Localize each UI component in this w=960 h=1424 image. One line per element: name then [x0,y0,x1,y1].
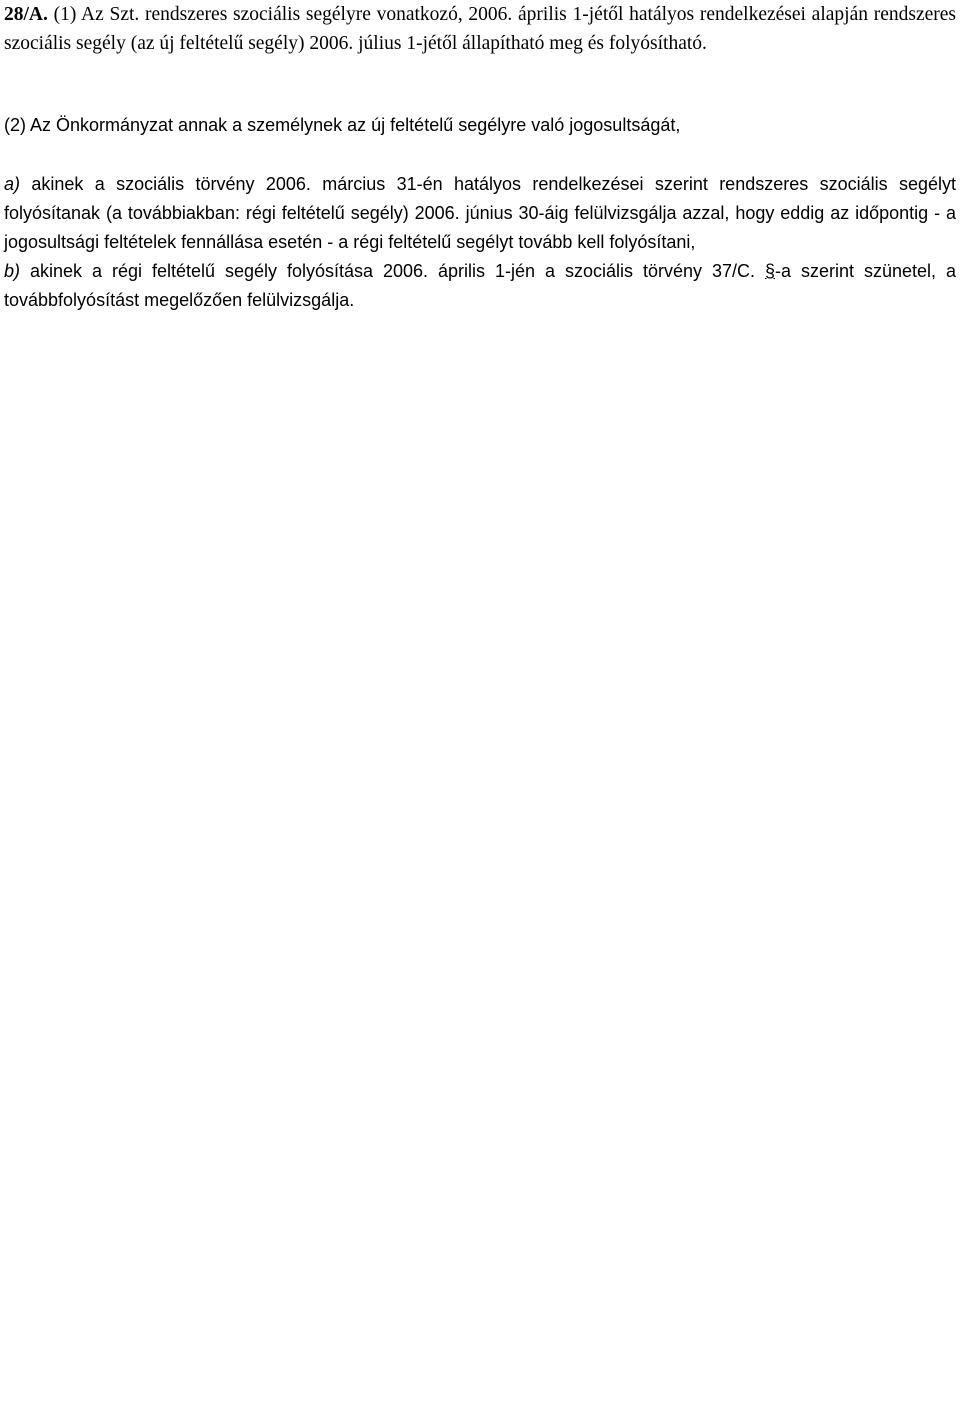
point-b-label: b) [4,261,21,281]
section-28a-paragraph-2: (2) Az Önkormányzat annak a személynek az új feltételű segélyre való jogosultságát, [4,115,681,135]
point-b-text-1: akinek a régi feltételű segély folyósítása 2006. április 1-jén a szociális törvény 37/C. [20,261,765,281]
section-28a-p1-text: (1) Az Szt. rendszeres szociális segélyre vonatkozó, 2006. április 1-jétől hatályos rendelkezései alapján rendszeres szociális segély (az új feltételű segély) 2006. július 1-jétől állapítható meg és folyósítható. [4,4,956,54]
section-28a-points [4,170,956,315]
section-28a-number: 28/A. [4,4,48,25]
section-28a-paragraph-1 [4,0,956,58]
point-a-text: akinek a szociális törvény 2006. március 31-én hatályos rendelkezései szerint rendszeres szociális segélyt folyósítanak (a továbbiakban: régi feltételű segély) 2006. június 30-áig felülvizsgálja azzal, hogy eddig az időpontig - a jogosultsági feltételek fennállása esetén - a régi feltételű segélyt tovább kell folyósítani, [4,174,956,252]
section-sign-link[interactable]: § [764,261,775,281]
point-a-label: a) [4,174,21,194]
point-b-text-2: -a szerint szünetel, a továbbfolyósítást megelőzően felülvizsgálja. [4,261,956,310]
